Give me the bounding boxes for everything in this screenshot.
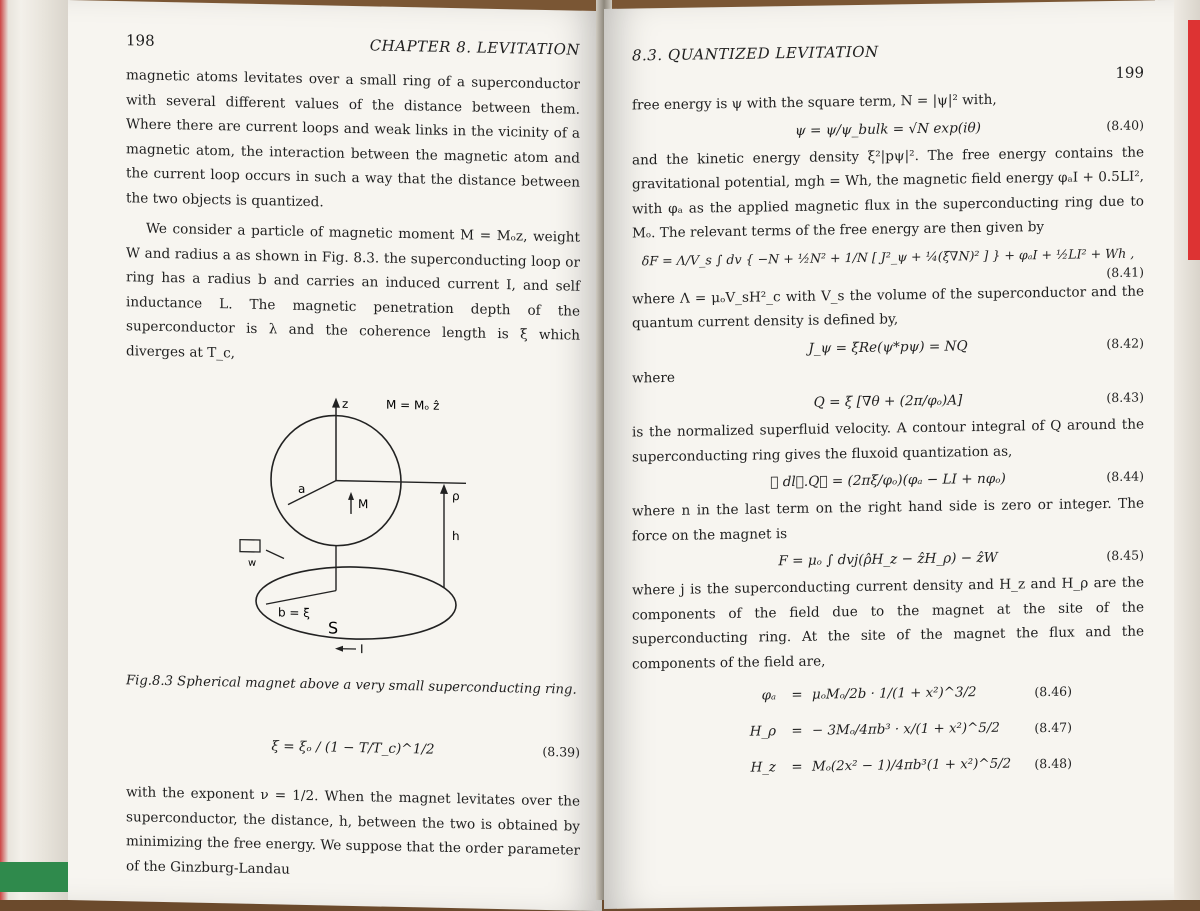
label-rho: ρ <box>452 489 460 503</box>
eq-8-47-rhs: − 3Mₒ/4πb³ · x/(1 + x²)^5/2 <box>812 711 1012 750</box>
left-running-head: CHAPTER 8. LEVITATION <box>370 36 580 58</box>
right-paragraph-6: where n in the last term on the right hand side is zero or integer. The force on the magnet is <box>632 491 1144 548</box>
left-page-number: 198 <box>126 31 155 50</box>
equation-8-41-number: (8.41) <box>632 264 1144 287</box>
eq-8-46-rhs: μₒMₒ/2b · 1/(1 + x²)^3/2 <box>812 675 1012 714</box>
eq-8-48-equals: = <box>782 750 812 786</box>
right-page-number: 199 <box>1115 63 1144 81</box>
right-paragraph-1: free energy is ψ with the square term, N = |ψ|² with, <box>632 85 1144 118</box>
equation-8-43-body: Q = ξ [∇θ + (2π/φₒ)A] <box>814 392 963 410</box>
equation-8-39-body: ξ = ξₒ / (1 − T/T_c)^1/2 <box>271 738 434 757</box>
equation-8-39-number: (8.39) <box>542 737 580 768</box>
weight-arrow <box>266 550 284 558</box>
eq-8-48-number: (8.48) <box>1012 746 1072 783</box>
equation-8-41-body: δF = Λ/V_s ∫ dv { −N + ½N² + 1/N [ J²_ψ + ¼(ξ∇N)² ] } + φₐI + ½LI² + Wh , <box>642 245 1134 268</box>
right-page-header <box>632 38 1144 64</box>
superconducting-ring <box>256 565 456 641</box>
equation-8-39 <box>126 728 580 768</box>
equation-8-42-body: J_ψ = ξRe(ψ*pψ) = NQ <box>808 338 967 357</box>
label-a: a <box>298 482 305 496</box>
label-I: I <box>360 642 364 656</box>
right-page-number-row <box>632 62 1144 89</box>
label-w: w <box>248 558 256 569</box>
left-page-stack-edge <box>0 0 70 900</box>
eq-8-47-equals: = <box>782 714 812 750</box>
left-paragraph-2: We consider a particle of magnetic moment M = Mₒz, weight W and radius a as shown in Fig. 8.3. the superconducting loop or ring has a radius b and carries an induced current I, and self inductance L. The magnetic penetration depth of the superconductor is λ and the coherence length is ξ which diverges at T_c, <box>126 216 580 373</box>
eq-8-46-lhs: φₐ <box>732 678 782 715</box>
equation-8-40-number: (8.40) <box>1106 110 1144 141</box>
left-paragraph-1: magnetic atoms levitates over a small ring of a superconductor with several different values of the distance between them. Where there are current loops and weak links in the vicinity of a magnetic atom, the interaction between the magnetic atom and the current loop occurs in such a way that the distance between the two objects is quantized. <box>126 63 580 220</box>
right-paragraph-2: and the kinetic energy density ξ²|pψ|². The free energy contains the gravitational potential, mgh = Wh, the magnetic field energy φₐI + 0.5LI², with φₐ as the applied magnetic flux in the superconducting ring due to Mₒ. The relevant terms of the free energy are then given by <box>632 140 1144 246</box>
current-arrow-head <box>335 646 343 652</box>
red-cover-strip <box>1188 20 1200 260</box>
figure-8-3-diagram <box>226 383 586 661</box>
eq-8-46-equals: = <box>782 678 812 714</box>
right-paragraph-7: where j is the superconducting current density and H_z and H_ρ are the components of the field due to the magnet at the site of the superconducting ring. At the site of the magnet the flux and the components of the field are, <box>632 570 1144 676</box>
right-page <box>604 0 1174 909</box>
label-S: S <box>328 618 338 637</box>
right-paragraph-4: where <box>632 358 1144 391</box>
weight-box <box>240 540 260 552</box>
equation-8-42-number: (8.42) <box>1106 328 1144 359</box>
eq-8-46-number: (8.46) <box>1012 674 1072 711</box>
left-page-header <box>126 31 580 59</box>
figure-caption: Fig.8.3 Spherical magnet above a very small superconducting ring. <box>126 673 580 698</box>
label-M: M <box>358 497 368 511</box>
equation-8-44-number: (8.44) <box>1106 461 1144 492</box>
eq-8-47-number: (8.47) <box>1012 710 1072 747</box>
radius-b-line <box>266 589 336 605</box>
label-z: z <box>342 397 348 411</box>
label-b: b = ξ <box>278 605 310 620</box>
equation-8-44-body: ∮ dl⃗.Q⃗ = (2πξ/φₒ)(φₐ − LI + nφₒ) <box>770 471 1006 491</box>
m-arrow-head <box>348 492 354 500</box>
equation-8-43-number: (8.43) <box>1106 382 1144 413</box>
z-axis-arrow <box>332 398 340 408</box>
left-paragraph-3: with the exponent ν = 1/2. When the magnet levitates over the superconductor, the distance, h, between the two is obtained by minimizing the free energy. We suppose that the order parameter of the Ginzburg-Landau <box>126 780 580 888</box>
label-moment: M = Mₒ ẑ <box>386 398 439 413</box>
equation-8-45-body: F = μₒ ∫ dvj(ρ̂H_z − ẑH_ρ) − ẑW <box>778 550 997 569</box>
eq-8-48-lhs: H_z <box>732 750 782 787</box>
figure-8-3 <box>226 383 586 661</box>
label-h: h <box>452 529 460 543</box>
h-arrow-head <box>440 484 448 494</box>
eq-8-47-lhs: H_ρ <box>732 714 782 751</box>
radius-a-line <box>288 480 336 506</box>
right-paragraph-5: is the normalized superfluid velocity. A contour integral of Q around the superconducting ring gives the fluxoid quantization as, <box>632 412 1144 469</box>
right-running-head: 8.3. QUANTIZED LEVITATION <box>632 43 879 65</box>
left-page <box>68 0 602 911</box>
equation-8-45-number: (8.45) <box>1106 540 1144 571</box>
right-paragraph-3: where Λ = μₒV_sH²_c with V_s the volume of the superconductor and the quantum current density is defined by, <box>632 279 1144 336</box>
equation-array-8-46-8-48 <box>732 674 1072 787</box>
equation-8-40-body: ψ = ψ/ψ_bulk = √N exp(iθ) <box>795 120 981 139</box>
eq-8-48-rhs: Mₒ(2x² − 1)/4πb³(1 + x²)^5/2 <box>812 747 1012 786</box>
